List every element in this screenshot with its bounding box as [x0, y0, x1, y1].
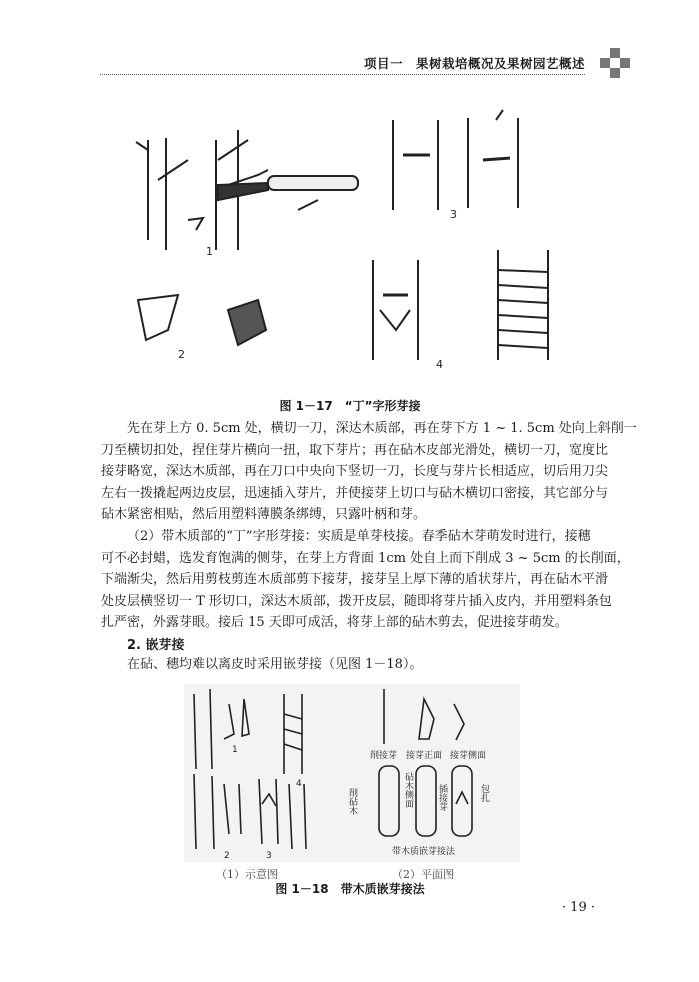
- paragraph-1: [101, 418, 637, 526]
- label-insert-bud: 插接芽: [437, 784, 447, 811]
- figure1-step-label: 4: [436, 358, 443, 371]
- label-bud-front: 接芽正面: [406, 751, 443, 761]
- label-bud-side: 接芽侧面: [450, 751, 487, 761]
- figure2-right-caption: （2）平面图: [392, 868, 454, 881]
- text-line: 先在芽上方 0. 5cm 处，横切一刀，深达木质部，再在芽下方 1 ~ 1. 5cm 处向上斜削一: [127, 421, 637, 436]
- text-line: （2）带木质部的“丁”字形芽接：实质是单芽枝接。春季砧木芽萌发时进行，接穗: [127, 529, 591, 544]
- page-number: · 19 ·: [561, 900, 595, 915]
- text-line: 扎严密，外露芽眼。接后 15 天即可成活，将芽上部的砧木剪去，促进接芽萌发。: [101, 615, 568, 631]
- running-header: [100, 52, 585, 75]
- figure1-caption: 图 1－17 “丁”字形芽接: [279, 399, 421, 413]
- step-label: 4: [296, 779, 302, 789]
- figure1-step-label: 3: [450, 208, 457, 221]
- figure1-step-label: 2: [178, 348, 185, 361]
- figure1-step-label: 1: [206, 245, 213, 258]
- step-label: 1: [232, 745, 238, 755]
- step-label: 2: [224, 851, 230, 861]
- t-bud-grafting-figure: [118, 100, 582, 382]
- step-label: 3: [266, 851, 272, 861]
- text-line: 砧木紧密相贴，然后用塑料薄膜条绑缚，只露叶柄和芽。: [101, 507, 427, 523]
- text-line: 可不必封蜡，选发育饱满的侧芽，在芽上方背面 1cm 处自上而下削成 3 ~ 5cm 的长削面，: [101, 550, 630, 566]
- section-heading: 2. 嵌芽接: [127, 638, 185, 653]
- label-cut-stock: 削砧木: [347, 788, 357, 815]
- text-line: 接芽略宽，深达木质部，再在刀口中央向下竖切一刀，长度与芽片长相适应，切后用刀尖: [101, 464, 609, 480]
- figure2-caption: 图 1－18 带木质嵌芽接法: [275, 882, 425, 896]
- paragraph-2: [101, 526, 630, 634]
- text-line: 下端渐尖，然后用剪枝剪连木质部剪下接芽，接芽呈上厚下薄的盾状芽片，再在砧木平滑: [101, 572, 609, 588]
- label-stock-side: 砧木侧面: [403, 772, 413, 808]
- inlay-bud-grafting-figure: [184, 684, 520, 862]
- text-line: 在砧、穗均难以离皮时采用嵌芽接（见图 1－18）。: [127, 657, 423, 672]
- header-title: 项目一 果树栽培概况及果树园艺概述: [363, 56, 585, 71]
- figure2-left-caption: （1）示意图: [216, 868, 278, 881]
- label-method: 带木质嵌芽接法: [392, 847, 456, 857]
- text-line: 左右一拨撬起两边皮层，迅速插入芽片，并使接芽上切口与砧木横切口密接，其它部分与: [101, 485, 609, 501]
- label-cut-bud: 削接芽: [370, 751, 398, 761]
- text-line: 处皮层横竖切一 T 形切口，深达木质部，拨开皮层，随即将芽片插入皮内，并用塑料条包: [101, 593, 612, 609]
- label-wrap: 包扎: [479, 784, 489, 802]
- text-line: 刀至横切扣处，捏住芽片横向一扭，取下芽片；再在砧木皮部光滑处，横切一刀，宽度比: [101, 442, 609, 458]
- corner-ornament: [600, 48, 630, 78]
- paragraph-3: [101, 654, 593, 676]
